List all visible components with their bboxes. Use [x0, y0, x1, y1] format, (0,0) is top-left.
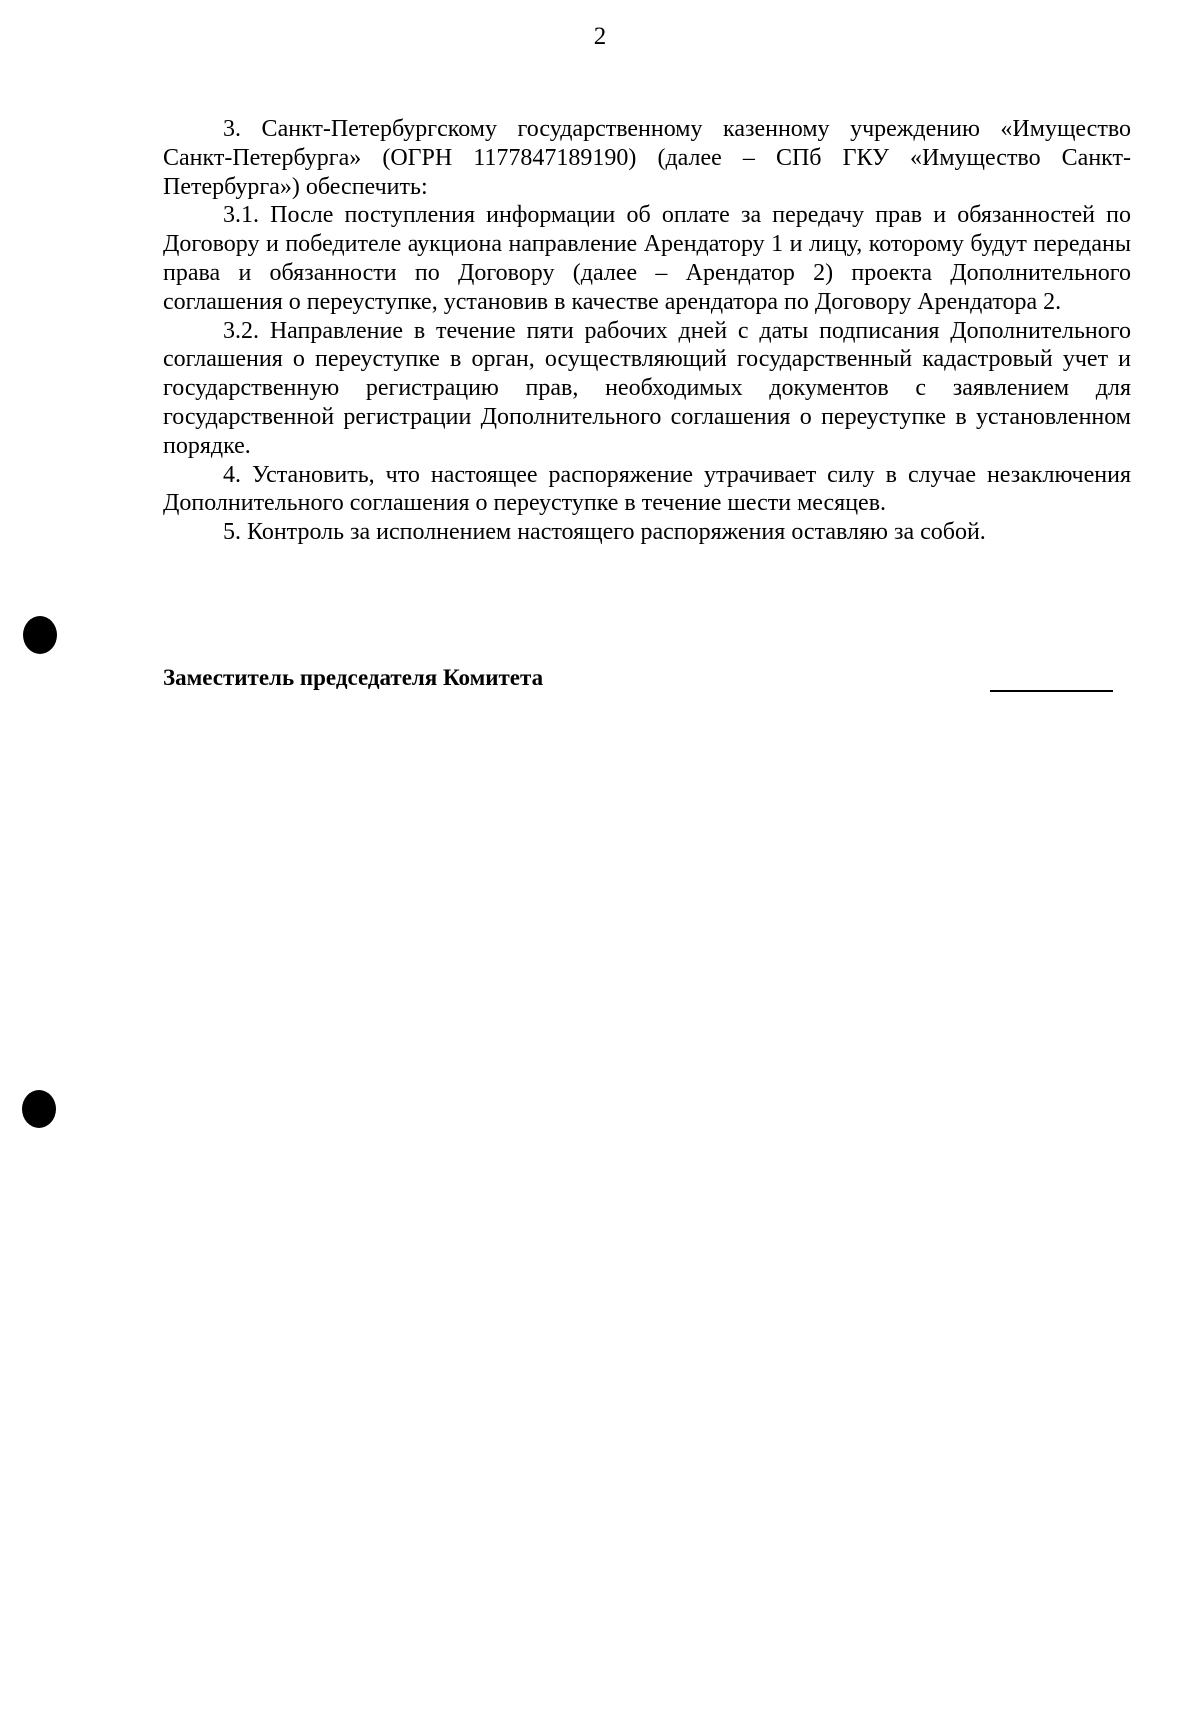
signature-block: [163, 663, 1113, 695]
paragraph-3: 3. Санкт-Петербургскому государственному казенному учреждению «Имущество Санкт-Петербурга» (ОГРН 1177847189190) (далее – СПб ГКУ «Имущество Санкт-Петербурга») обеспечить:: [163, 116, 1131, 200]
document-body: [163, 115, 1131, 547]
punch-hole-bottom: [22, 1090, 56, 1128]
paragraph-5: 5. Контроль за исполнением настоящего распоряжения оставляю за собой.: [223, 519, 986, 546]
paragraph-3-1: 3.1. После поступления информации об оплате за передачу прав и обязанностей по Договору и победителе аукциона направление Арендатору 1 и лицу, которому будут переданы права и обязанности по Договору (далее – Арендатор 2) проекта Дополнительного соглашения о переуступке, установив в качестве арендатора по Договору Арендатора 2.: [163, 202, 1131, 315]
paragraph-3-2: 3.2. Направление в течение пяти рабочих дней с даты подписания Дополнительного соглашения о переуступке в орган, осуществляющий государственный кадастровый учет и государственную регистрацию прав, необходимых документов с заявлением для государственной регистрации Дополнительного соглашения о переуступке в установленном порядке.: [163, 317, 1131, 459]
signer-title: Заместитель председателя Комитета: [163, 665, 544, 690]
punch-hole-top: [23, 616, 57, 654]
page-number: 2: [593, 23, 607, 50]
paragraph-4: 4. Установить, что настоящее распоряжение утрачивает силу в случае незаключения Дополнительного соглашения о переуступке в течение шести месяцев.: [163, 461, 1131, 517]
signature-line: [990, 690, 1113, 692]
